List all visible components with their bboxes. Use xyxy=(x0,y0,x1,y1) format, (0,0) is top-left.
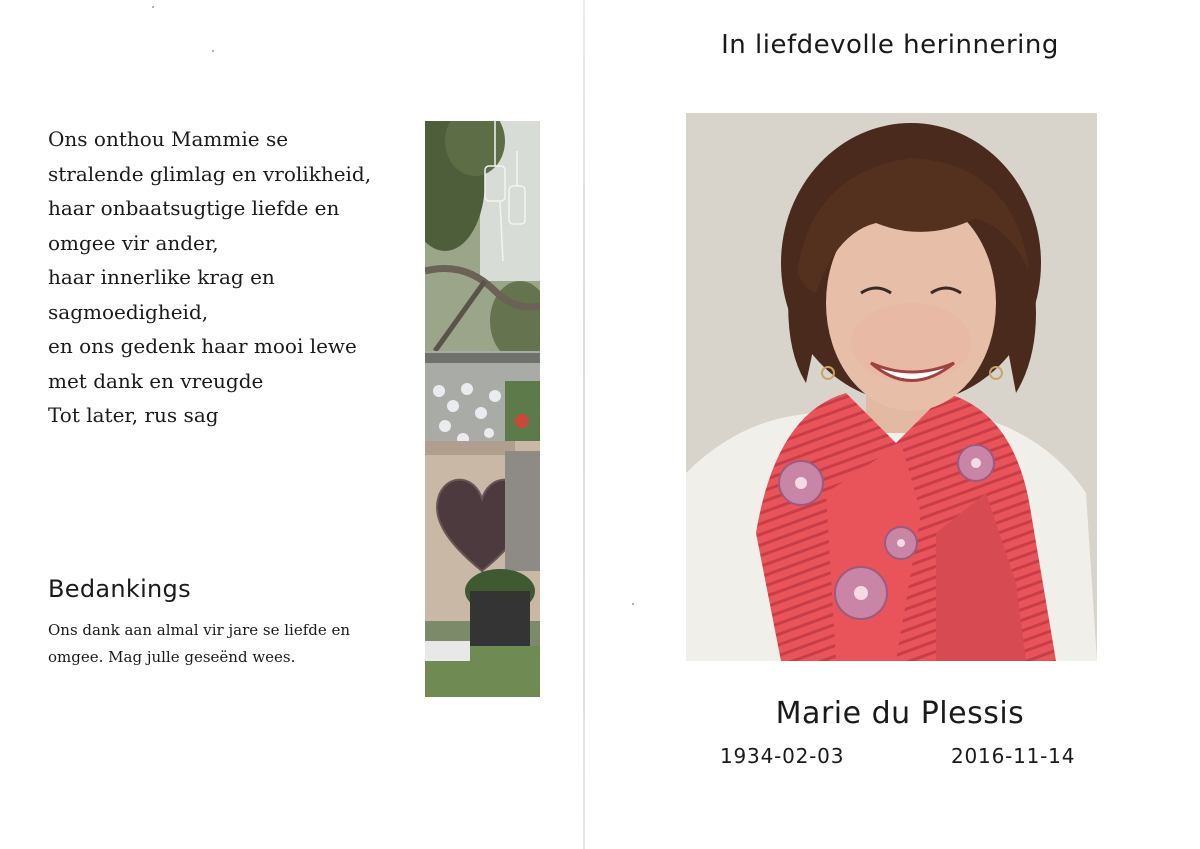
poem-line: en ons gedenk haar mooi lewe xyxy=(48,334,357,358)
portrait-photo xyxy=(686,113,1097,661)
birth-date: 1934-02-03 xyxy=(720,744,845,768)
thanks-line: Ons dank aan almal vir jare se liefde en xyxy=(48,621,351,639)
portrait-image xyxy=(686,113,1097,661)
poem-line: Tot later, rus sag xyxy=(48,403,219,427)
death-date: 2016-11-14 xyxy=(951,744,1076,768)
garden-photo xyxy=(425,121,540,697)
poem-line: omgee vir ander, xyxy=(48,230,219,255)
scan-speck xyxy=(152,6,154,8)
poem-line: haar onbaatsugtige liefde en xyxy=(48,196,340,220)
scan-speck xyxy=(212,50,214,52)
poem-line: Ons onthou Mammie se xyxy=(48,127,289,151)
memorial-title: In liefdevolle herinnering xyxy=(721,30,1059,60)
thanks-message xyxy=(48,617,398,671)
garden-photo-strip xyxy=(425,121,540,697)
deceased-name: Marie du Plessis xyxy=(775,696,1025,731)
poem-line: stralende glimlag en vrolikheid, xyxy=(48,161,372,186)
poem-line: haar innerlike krag en xyxy=(48,265,275,289)
poem-line: met dank en vreugde xyxy=(48,368,264,393)
scan-speck xyxy=(632,603,634,605)
memorial-poem xyxy=(48,122,408,433)
thanks-heading: Bedankings xyxy=(48,575,191,603)
thanks-line: omgee. Mag julle geseënd wees. xyxy=(48,648,296,666)
poem-line: sagmoedigheid, xyxy=(48,299,209,324)
page-fold xyxy=(583,0,585,849)
